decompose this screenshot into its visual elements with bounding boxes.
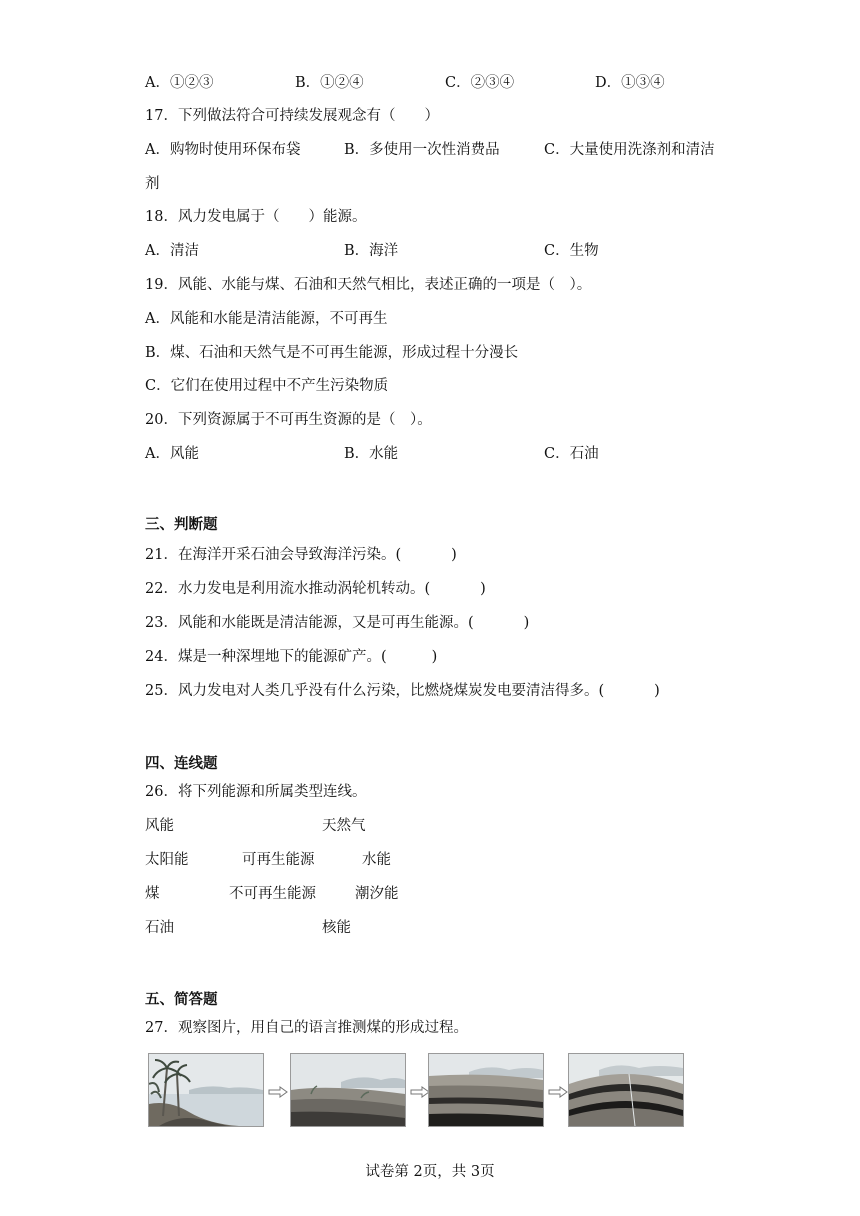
q20-option-b: B．水能 [344,446,399,462]
q23-text: 23．风能和水能既是清洁能源，又是可再生能源。( [145,615,474,631]
q23 [145,613,529,633]
coal-stage-1-image [148,1053,264,1127]
match-left-4: 石油 [145,920,174,936]
q19-option-b: B．煤、石油和天然气是不可再生能源，形成过程十分漫长 [145,345,519,361]
q16-option-b: B．①②④ [295,75,364,91]
section4-heading: 四、连线题 [145,755,218,772]
q27-stem: 27．观察图片，用自己的语言推测煤的形成过程。 [145,1020,468,1036]
q19-stem: 19．风能、水能与煤、石油和天然气相比，表述正确的一项是（ ）。 [145,277,592,293]
q22-text: 22．水力发电是利用流水推动涡轮机转动。( [145,581,431,597]
q17-option-a: A．购物时使用环保布袋 [145,142,301,158]
q17-option-c: C．大量使用洗涤剂和清洁 [544,142,715,158]
arrow-right-icon [548,1083,568,1095]
page-footer: 试卷第 2页，共 3页 [365,1164,495,1180]
match-right-3: 潮汐能 [355,886,399,902]
arrow-right-icon [410,1083,430,1095]
q18-option-c: C．生物 [544,243,599,259]
q26-stem: 26．将下列能源和所属类型连线。 [145,784,367,800]
q21-close: ) [451,547,457,563]
match-left-2: 太阳能 [145,852,189,868]
coal-stage-3-image [428,1053,544,1127]
q16-option-a: A．①②③ [145,75,214,91]
q20-option-c: C．石油 [544,446,599,462]
q21-text: 21．在海洋开采石油会导致海洋污染。( [145,547,402,563]
q21 [145,545,457,565]
match-right-2: 水能 [362,852,391,868]
q24-text: 24．煤是一种深埋地下的能源矿产。( [145,649,387,665]
q25-close: ) [654,683,660,699]
match-left-1: 风能 [145,818,174,834]
q24 [145,647,437,667]
match-right-1: 天然气 [322,818,366,834]
q18-option-b: B．海洋 [344,243,399,259]
q18-option-a: A．清洁 [145,243,199,259]
q18-stem: 18．风力发电属于（ ）能源。 [145,209,367,225]
q16-option-d: D．①③④ [595,75,665,91]
q17-option-c-wrap: 剂 [145,176,160,192]
q19-option-c: C．它们在使用过程中不产生污染物质 [145,378,389,394]
q19-option-a: A．风能和水能是清洁能源，不可再生 [145,311,388,327]
q17-stem: 17．下列做法符合可持续发展观念有（ ） [145,108,439,124]
arrow-right-icon [268,1083,288,1095]
section5-heading: 五、简答题 [145,991,218,1008]
q25-text: 25．风力发电对人类几乎没有什么污染，比燃烧煤炭发电要清洁得多。( [145,683,605,699]
match-left-3: 煤 [145,886,160,902]
q20-option-a: A．风能 [145,446,199,462]
match-right-4: 核能 [322,920,351,936]
q22-close: ) [480,581,486,597]
q25 [145,681,660,701]
section3-heading: 三、判断题 [145,516,218,533]
q24-close: ) [431,649,438,665]
q23-close: ) [523,615,530,631]
match-middle-1: 可再生能源 [242,852,315,868]
coal-formation-figure [148,1053,688,1127]
q22 [145,579,486,599]
q16-option-c: C．②③④ [445,75,515,91]
q17-option-b: B．多使用一次性消费品 [344,142,500,158]
coal-stage-2-image [290,1053,406,1127]
q20-stem: 20．下列资源属于不可再生资源的是（ ）。 [145,412,432,428]
match-middle-2: 不可再生能源 [229,886,316,902]
coal-stage-4-image [568,1053,684,1127]
